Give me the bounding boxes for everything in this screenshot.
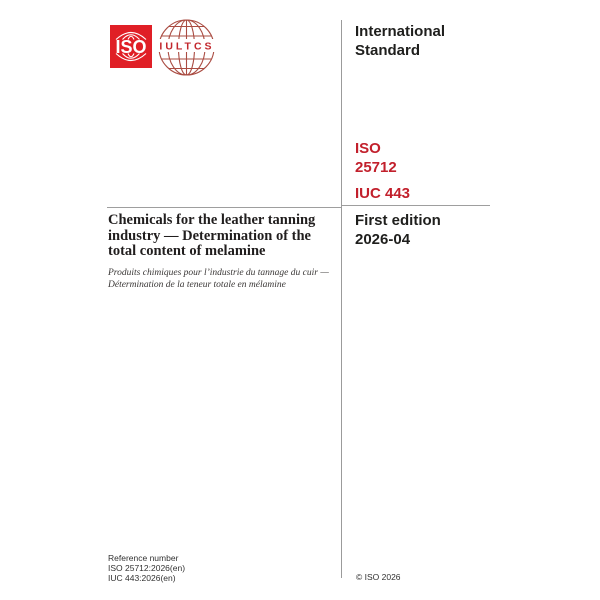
title-fr-line2: Détermination de la teneur totale en mélamine [108, 280, 286, 290]
title-en-line1: Chemicals for the leather tanning [108, 212, 316, 228]
designation-bottom-rule [342, 205, 490, 206]
reference-iso: ISO 25712:2026(en) [108, 563, 186, 573]
title-top-rule [107, 207, 341, 208]
reference-iuc: IUC 443:2026(en) [108, 573, 176, 583]
edition-info [355, 211, 441, 249]
reference-label: Reference number [108, 553, 179, 563]
iso-logo-text: ISO [115, 37, 147, 57]
designation-iuc: IUC 443 [355, 185, 411, 202]
title-fr-line1: Produits chimiques pour l’industrie du tannage du cuir — [108, 268, 329, 278]
edition-date: 2026-04 [355, 231, 411, 248]
document-type-line2: Standard [355, 42, 421, 59]
iultcs-logo-text: IULTCS [159, 40, 215, 53]
designation-number: 25712 [355, 159, 397, 176]
document-type [355, 22, 445, 60]
reference-number-block [108, 553, 185, 583]
document-type-line1: International [355, 23, 446, 40]
iultcs-logo [156, 16, 218, 78]
title-en-line3: total content of melamine [108, 243, 266, 259]
title-english [108, 213, 350, 260]
vertical-divider-rule [341, 20, 342, 578]
iso-globe-icon [110, 25, 152, 68]
edition-label: First edition [355, 212, 441, 229]
copyright-notice: © ISO 2026 [356, 572, 401, 582]
designation-org: ISO [355, 140, 381, 157]
standard-designation [355, 139, 410, 203]
title-en-line2: industry — Determination of the [108, 227, 311, 244]
iultcs-globe-icon [156, 16, 218, 78]
iso-logo [110, 25, 152, 68]
title-french [108, 267, 350, 291]
